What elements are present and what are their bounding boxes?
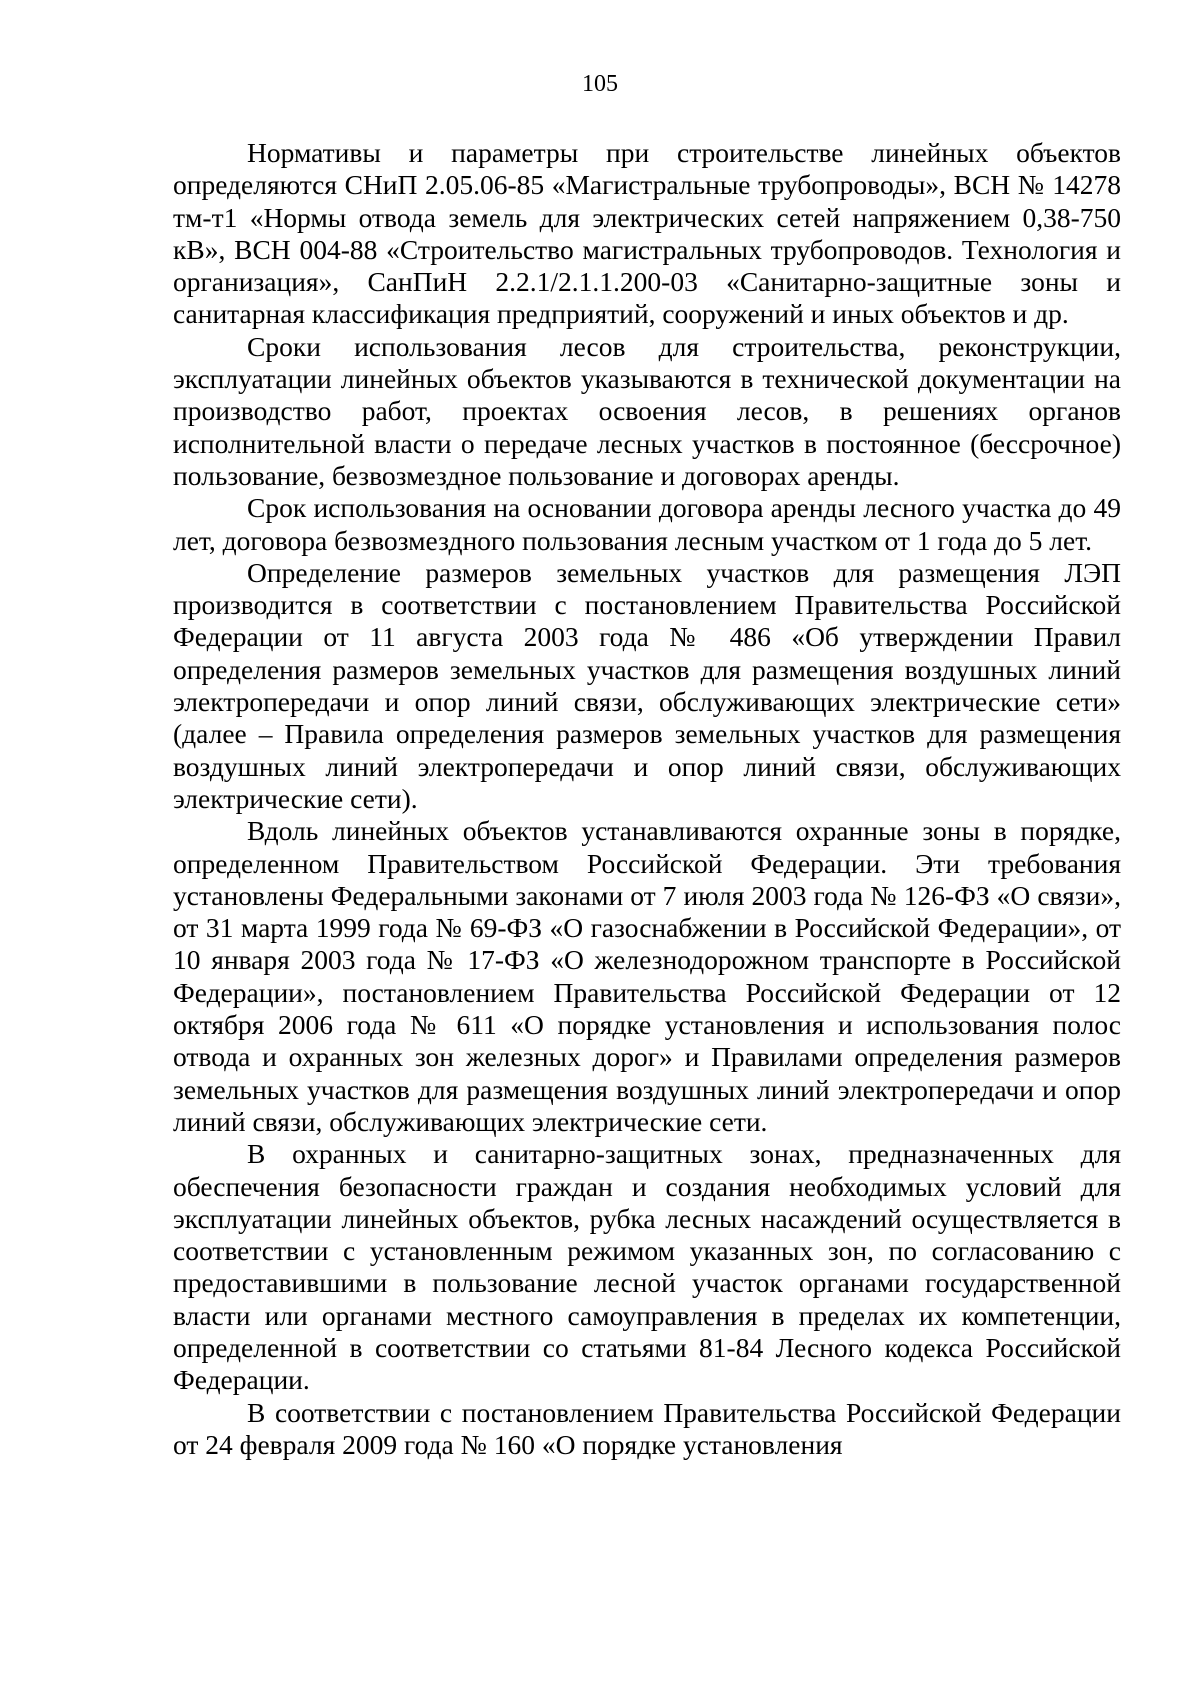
paragraph: Сроки использования лесов для строительства, реконструкции, эксплуатации линейных объектов указываются в технической документации на производство работ, проектах освоения лесов, в решениях органов исполнительной власти о передаче лесных участков в постоянное (бессрочное) пользование, безвозмездное пользование и договорах аренды. [173,330,1121,491]
paragraph: Нормативы и параметры при строительстве линейных объектов определяются СНиП 2.05.06-85 «Магистральные трубопроводы», ВСН № 14278 тм-т1 «Нормы отвода земель для электрических сетей напряжением 0,38-750 кВ», ВСН 004-88 «Строительство магистральных трубопроводов. Технология и организация», СанПиН 2.2.1/2.1.1.200-03 «Санитарно-защитные зоны и санитарная классификация предприятий, сооружений и иных объектов и др. [173,137,1121,330]
paragraph: В охранных и санитарно-защитных зонах, предназначенных для обеспечения безопасности граждан и создания необходимых условий для эксплуатации линейных объектов, рубка лесных насаждений осуществляется в соответствии с установленным режимом указанных зон, по согласованию с предоставившими в пользование лесной участок органами государственной власти или органами местного самоуправления в пределах их компетенции, определенной в соответствии со статьями 81-84 Лесного кодекса Российской Федерации. [173,1138,1121,1396]
paragraph: Определение размеров земельных участков для размещения ЛЭП производится в соответствии с постановлением Правительства Российской Федерации от 11 августа 2003 года № 486 «Об утверждении Правил определения размеров земельных участков для размещения воздушных линий электропередачи и опор линий связи, обслуживающих электрические сети» (далее – Правила определения размеров земельных участков для размещения воздушных линий электропередачи и опор линий связи, обслуживающих электрические сети). [173,556,1121,814]
paragraph: Вдоль линейных объектов устанавливаются охранные зоны в порядке, определенном Правительством Российской Федерации. Эти требования установлены Федеральными законами от 7 июля 2003 года № 126-ФЗ «О связи», от 31 марта 1999 года № 69-ФЗ «О газоснабжении в Российской Федерации», от 10 января 2003 года № 17-ФЗ «О железнодорожном транспорте в Российской Федерации», постановлением Правительства Российской Федерации от 12 октября 2006 года № 611 «О порядке установления и использования полос отвода и охранных зон железных дорог» и Правилами определения размеров земельных участков для размещения воздушных линий электропередачи и опор линий связи, обслуживающих электрические сети. [173,815,1121,1137]
paragraph: В соответствии с постановлением Правительства Российской Федерации от 24 февраля 2009 года № 160 «О порядке установления [173,1396,1121,1460]
paragraph: Срок использования на основании договора аренды лесного участка до 49 лет, договора безвозмездного пользования лесным участком от 1 года до 5 лет. [173,492,1121,556]
body-text [173,137,1121,1461]
page-number: 105 [582,71,618,97]
